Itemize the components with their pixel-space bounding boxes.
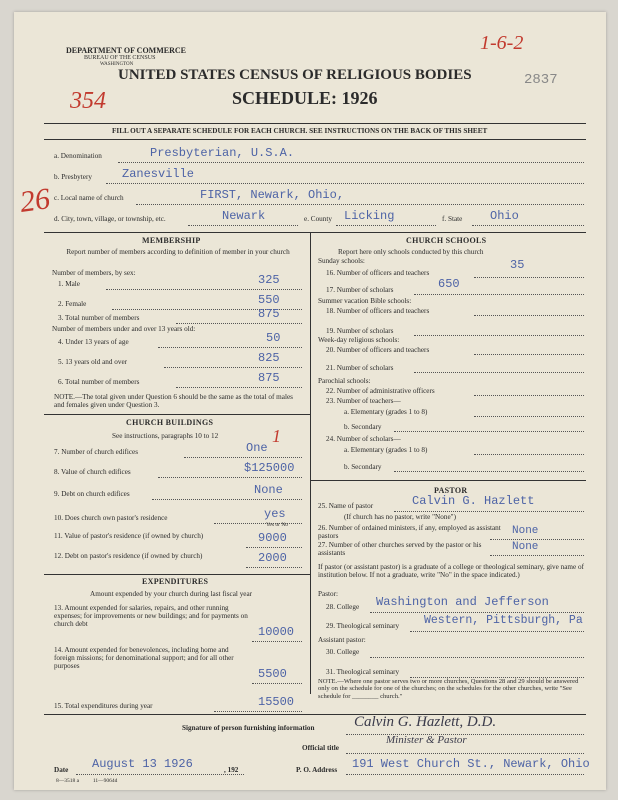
pastor-college-value: Washington and Jefferson [376,595,549,609]
sunday-officers-value: 35 [510,258,525,272]
other-churches-label: 27. Number of other churches served by the pastor or his assistants [318,541,482,557]
male-value: 325 [258,273,280,287]
instruction-banner: FILL OUT A SEPARATE SCHEDULE FOR EACH CHURCH. SEE INSTRUCTIONS ON THE BACK OF THIS SHEET [112,127,488,135]
over-13-label: 5. 13 years old and over [58,358,128,366]
form-number: 8—3518 a 11—9064d [56,778,118,784]
county-label: e. County [304,215,332,223]
assistant-pastor-label: Assistant pastor: [318,636,366,644]
date-value: August 13 1926 [92,757,193,771]
sunday-scholars-value: 650 [438,277,460,291]
edifices-count-value: One [246,441,268,455]
membership-intro: Report number of members according to definition of member in your church [66,248,290,256]
edifice-debt-value: None [254,483,283,497]
over-13-value: 825 [258,351,280,365]
side-mark: 26 [17,182,53,219]
local-name-label: c. Local name of church [54,194,124,202]
state-label: f. State [442,215,463,223]
weekday-scholars-label: 21. Number of scholars [326,364,394,372]
department-label: DEPARTMENT OF COMMERCE [66,46,187,55]
parochial-scholars-label: 24. Number of scholars— [326,435,401,443]
form-title: UNITED STATES CENSUS OF RELIGIOUS BODIES [118,67,472,83]
schools-title: CHURCH SCHOOLS [406,236,487,245]
total-members-6-label: 6. Total number of members [58,378,140,386]
pastor-seminary-value: Western, Pittsburgh, Pa [424,614,583,627]
benevolences-label: 14. Amount expended for benevolences, including home and foreign missions; for denominational support; and for all other purposes [54,646,234,670]
assistant-ministers-value: None [512,525,539,537]
parochial-heading: Parochial schools: [318,377,371,385]
running-expenses-value: 10000 [258,625,295,639]
edifices-count-label: 7. Number of church edifices [54,448,139,456]
members-by-sex-heading: Number of members, by sex: [52,269,136,277]
city-label: WASHINGTON [100,62,134,67]
stamp-number: 2837 [524,72,558,88]
residence-value-label: 11. Value of pastor's residence (if owned by church) [54,532,204,540]
male-label: 1. Male [58,280,80,288]
city-value: Newark [222,209,266,223]
edifices-hand-mark: 1 [272,426,281,446]
total-expenditures-label: 15. Total expenditures during year [54,702,153,710]
total-members-6-value: 875 [258,371,280,385]
assistant-ministers-label: 26. Number of ordained ministers, if any, employed as assistant pastors [318,524,501,540]
teachers-elementary-label: a. Elementary (grades 1 to 8) [344,408,428,416]
assistant-college-label: 30. College [326,648,360,656]
signature-value: Calvin G. Hazlett, D.D. [354,714,497,730]
under-13-label: 4. Under 13 years of age [58,338,129,346]
edifice-debt-label: 9. Debt on church edifices [54,490,130,498]
pastor-name-value: Calvin G. Hazlett [412,494,535,508]
summer-heading: Summer vacation Bible schools: [318,297,412,305]
residence-value: 9000 [258,531,287,545]
official-title-label: Official title [302,744,339,752]
pastor-title: PASTOR [434,486,468,495]
total-members-value: 875 [258,307,280,321]
parochial-teachers-label: 23. Number of teachers— [326,397,401,405]
assistant-seminary-label: 31. Theological seminary [326,668,400,676]
buildings-title: CHURCH BUILDINGS [126,418,214,427]
presbytery-value: Zanesville [122,167,195,181]
owns-residence-label: 10. Does church own pastor's residence [54,514,168,522]
pastor-seminary-label: 29. Theological seminary [326,622,400,630]
yes-no-hint: Yes or No [266,522,289,528]
sunday-scholars-label: 17. Number of scholars [326,286,394,294]
summer-officers-label: 18. Number of officers and teachers [326,307,430,315]
total-expenditures-value: 15500 [258,695,295,709]
members-by-age-heading: Number of members under and over 13 years old: [52,325,196,333]
membership-title: MEMBERSHIP [142,236,201,245]
parochial-admin-label: 22. Number of administrative officers [326,387,435,395]
total-members-label: 3. Total number of members [58,314,140,322]
census-schedule-sheet [14,12,606,790]
handwritten-date: 1-6-2 [480,32,524,54]
schedule-title: SCHEDULE: 1926 [232,88,378,108]
sunday-officers-label: 16. Number of officers and teachers [326,269,430,277]
owns-residence-value: yes [264,507,286,521]
handwritten-code: 354 [70,88,106,114]
female-value: 550 [258,293,280,307]
graduate-note: If pastor (or assistant pastor) is a graduate of a college or theological seminary, give name of institution below. If not a graduate, write "No" in the space indicated.) [318,563,584,579]
local-name-value: FIRST, Newark, Ohio, [200,188,345,202]
edifice-value: $125000 [244,461,295,475]
denomination-label: a. Denomination [54,152,102,160]
scholars-elementary-label: a. Elementary (grades 1 to 8) [344,446,428,454]
buildings-sub: See instructions, paragraphs 10 to 12 [112,432,219,440]
weekday-heading: Week-day religious schools: [318,336,400,344]
female-label: 2. Female [58,300,87,308]
summer-scholars-label: 19. Number of scholars [326,327,394,335]
expenditures-title: EXPENDITURES [142,577,209,586]
denomination-value: Presbyterian, U.S.A. [150,146,295,160]
bureau-label: BUREAU OF THE CENSUS [84,55,156,61]
date-label: Date [54,766,69,774]
pastor-sub-label: Pastor: [318,590,338,598]
expenditures-sub: Amount expended by your church during last fiscal year [90,590,253,598]
signature-label: Signature of person furnishing information [182,724,315,732]
pastor-college-label: 28. College [326,603,360,611]
pastor-name-label: 25. Name of pastor [318,502,374,510]
scholars-secondary-label: b. Secondary [344,463,382,471]
weekday-officers-label: 20. Number of officers and teachers [326,346,430,354]
benevolences-value: 5500 [258,667,287,681]
county-value: Licking [344,209,395,223]
presbytery-label: b. Presbytery [54,173,92,181]
pastor-name-note: (If church has no pastor, write "None") [344,513,456,521]
po-address-label: P. O. Address [296,766,338,774]
running-expenses-label: 13. Amount expended for salaries, repairs, and other running expenses; for improvements or new buildings; and for payments on church debt [54,604,248,628]
pastor-note: NOTE.—Where one pastor serves two or more churches, Questions 28 and 29 should be answered only on the schedule for one of the churches; on the schedules for the other churches, write "See schedule for ________ church." [318,678,579,700]
schools-sub: Report here only schools conducted by this church [338,248,484,256]
teachers-secondary-label: b. Secondary [344,423,382,431]
residence-debt-label: 12. Debt on pastor's residence (if owned by church) [54,552,203,560]
date-year-label: , 192 [224,766,239,774]
state-value: Ohio [490,209,519,223]
under-13-value: 50 [266,331,281,345]
edifice-value-label: 8. Value of church edifices [54,468,131,476]
membership-note: NOTE.—The total given under Question 6 should be the same as the total of males and females given under Question 3. [54,393,293,409]
residence-debt-value: 2000 [258,551,287,565]
po-address-value: 191 West Church St., Newark, Ohio [352,757,590,771]
city-field-label: d. City, town, village, or township, etc. [54,215,166,223]
official-title-value: Minister & Pastor [386,734,467,746]
sunday-heading: Sunday schools: [318,257,365,265]
other-churches-value: None [512,541,539,553]
